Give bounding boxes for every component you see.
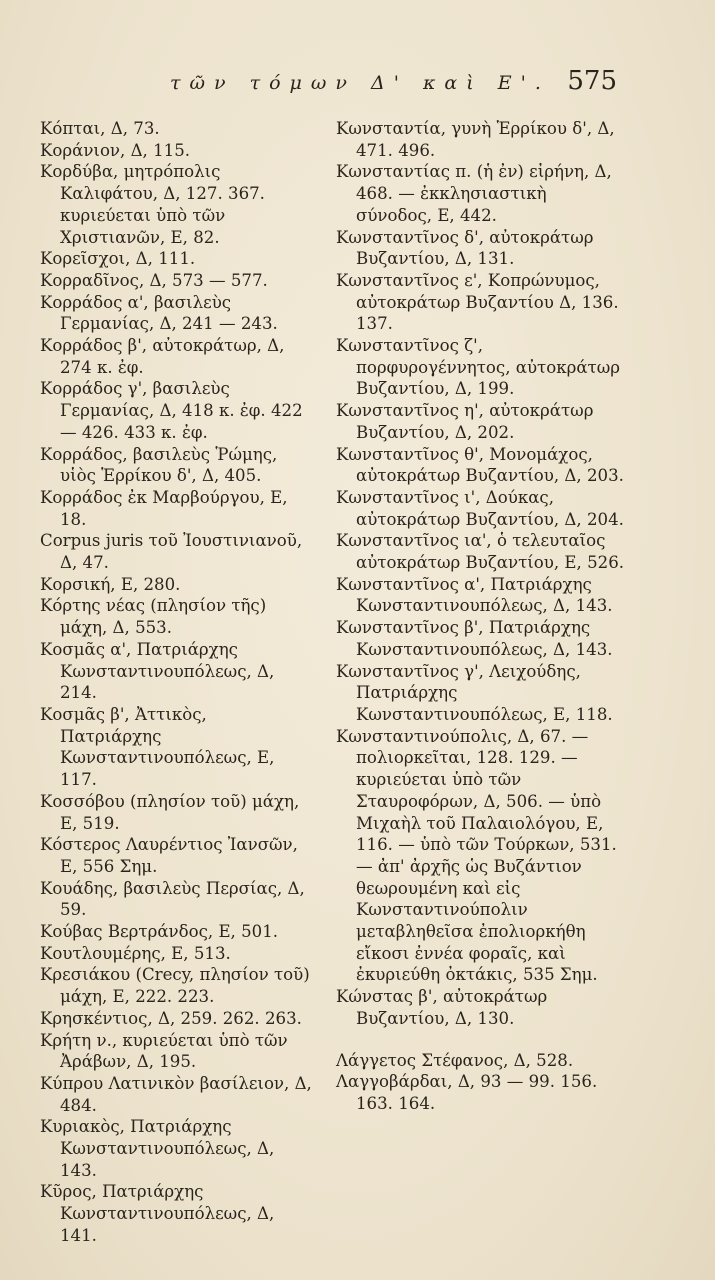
page-header: [0, 66, 715, 102]
page-number: 575: [567, 66, 617, 96]
index-entry: Κόστερος Λαυρέντιος Ἰανσῶν, Ε, 556 Σημ.: [40, 835, 298, 876]
index-entry: Κωνσταντῖνος θ', Μονομάχος, αὐτοκράτωρ Βυζαντίου, Δ, 203.: [336, 444, 624, 486]
index-entry: Κυριακὸς, Πατριάρχης Κωνσταντινουπόλεως, Δ, 143.: [40, 1117, 275, 1180]
index-entry: Κωνσταντίας π. (ἡ ἐν) εἰρήνη, Δ, 468. — ἐκκλησιαστικὴ σύνοδος, Ε, 442.: [336, 162, 612, 225]
index-entry: Κοσσόβου (πλησίον τοῦ) μάχη, Ε, 519.: [40, 791, 300, 833]
index-column-right: [336, 118, 626, 1115]
index-entry: Κωνσταντῖνος ζ', πορφυρογέννητος, αὐτοκράτωρ Βυζαντίου, Δ, 199.: [336, 336, 621, 399]
index-entry: Κῦρος, Πατριάρχης Κωνσταντινουπόλεως, Δ, 141.: [40, 1182, 275, 1245]
index-entry: Κωνσταντῖνος η', αὐτοκράτωρ Βυζαντίου, Δ, 202.: [336, 401, 594, 442]
index-entry: Κώνστας β', αὐτοκράτωρ Βυζαντίου, Δ, 130.: [336, 987, 548, 1028]
index-entry: Κωνσταντῖνος β', Πατριάρχης Κωνσταντινουπόλεως, Δ, 143.: [336, 618, 613, 659]
index-entry: Κορδύβα, μητρόπολις Καλιφάτου, Δ, 127. 367. κυριεύεται ὑπὸ τῶν Χριστιανῶν, Ε, 82.: [40, 162, 265, 247]
index-entry: Κρησκέντιος, Δ, 259. 262. 263.: [40, 1008, 302, 1028]
index-entry: Κόπται, Δ, 73.: [40, 119, 160, 138]
index-entry: Κοσμᾶς β', Ἀττικὸς, Πατριάρχης Κωνσταντινουπόλεως, Ε, 117.: [40, 704, 275, 790]
index-entry: Κωνσταντία, γυνὴ Ἑρρίκου δ', Δ, 471. 496.: [336, 119, 615, 160]
index-entry: Κορράδος α', βασιλεὺς Γερμανίας, Δ, 241 — 243.: [40, 292, 278, 334]
index-entry: Κρήτη ν., κυριεύεται ὑπὸ τῶν Ἀράβων, Δ, 195.: [40, 1030, 288, 1072]
index-entry: Κορράδος β', αὐτοκράτωρ, Δ, 274 κ. ἐφ.: [40, 336, 285, 377]
index-entry: Λάγγετος Στέφανος, Δ, 528.: [336, 1050, 574, 1070]
index-entry: Corpus juris τοῦ Ἰουστινιανοῦ, Δ, 47.: [40, 531, 303, 573]
index-column-left: [40, 118, 312, 1247]
index-entry: Κωνσταντῖνος ι', Δούκας, αὐτοκράτωρ Βυζαντίου, Δ, 204.: [336, 487, 624, 529]
index-entry: Κοράνιον, Δ, 115.: [40, 140, 191, 160]
index-entry: Κωνσταντῖνος α', Πατριάρχης Κωνσταντινουπόλεως, Δ, 143.: [336, 574, 613, 616]
index-entry: Κούβας Βερτράνδος, Ε, 501.: [40, 922, 279, 942]
index-entry: Κωνσταντῖνος δ', αὐτοκράτωρ Βυζαντίου, Δ, 131.: [336, 227, 594, 269]
index-entry: Κορσική, Ε, 280.: [40, 574, 181, 594]
index-entry: Κύπρου Λατινικὸν βασίλειον, Δ, 484.: [40, 1073, 312, 1115]
index-entry: Κορράδος, βασιλεὺς Ῥώμης, υἱὸς Ἑρρίκου δ', Δ, 405.: [40, 444, 278, 486]
index-entry: Κοσμᾶς α', Πατριάρχης Κωνσταντινουπόλεως, Δ, 214.: [40, 639, 275, 703]
index-entry: Κωνσταντινούπολις, Δ, 67. — πολιορκεῖται, 128. 129. — κυριεύεται ὑπὸ τῶν Σταυροφόρων, Δ, 506. — ὑπὸ Μιχαὴλ τοῦ Παλαιολόγου, Ε, 116. — ὑπὸ τῶν Τούρκων, 531. — ἀπ' ἀρχῆς ὡς Βυζάντιον θεωρουμένη καὶ εἰς Κωνσταντινούπολιν μεταβληθεῖσα ἐπολιορκήθη εἴκοσι ἐννέα φοραῖς, καὶ ἐκυριεύθη ὀκτάκις, 535 Σημ.: [336, 726, 617, 985]
index-entry: Κωνσταντῖνος γ', Λειχούδης, Πατριάρχης Κωνσταντινουπόλεως, Ε, 118.: [336, 661, 613, 724]
index-entry: Κουάδης, βασιλεὺς Περσίας, Δ, 59.: [40, 878, 305, 920]
index-entry: Κορράδος γ', βασιλεὺς Γερμανίας, Δ, 418 κ. ἐφ. 422 — 426. 433 κ. ἐφ.: [40, 379, 303, 442]
index-entry: Κορραδῖνος, Δ, 573 — 577.: [40, 270, 268, 290]
index-entry: Κορεῖσχοι, Δ, 111.: [40, 249, 196, 269]
index-entry: Κρεσιάκου (Crecy, πλησίον τοῦ) μάχη, Ε, 222. 223.: [40, 965, 310, 1007]
running-head: τῶν τόμων Δ' καὶ Ε'.: [170, 72, 550, 94]
index-entry: Κόρτης νέας (πλησίον τῆς) μάχη, Δ, 553.: [40, 596, 267, 638]
index-entry: Λαγγοβάρδαι, Δ, 93 — 99. 156. 163. 164.: [336, 1072, 598, 1113]
index-entry: Κουτλουμέρης, Ε, 513.: [40, 943, 231, 963]
index-entry: Κωνσταντῖνος ια', ὁ τελευταῖος αὐτοκράτωρ Βυζαντίου, Ε, 526.: [336, 531, 625, 573]
index-entry: Κωνσταντῖνος ε', Κοπρώνυμος, αὐτοκράτωρ Βυζαντίου Δ, 136. 137.: [336, 270, 619, 334]
index-entry: Κορράδος ἐκ Μαρβούργου, Ε, 18.: [40, 487, 288, 529]
